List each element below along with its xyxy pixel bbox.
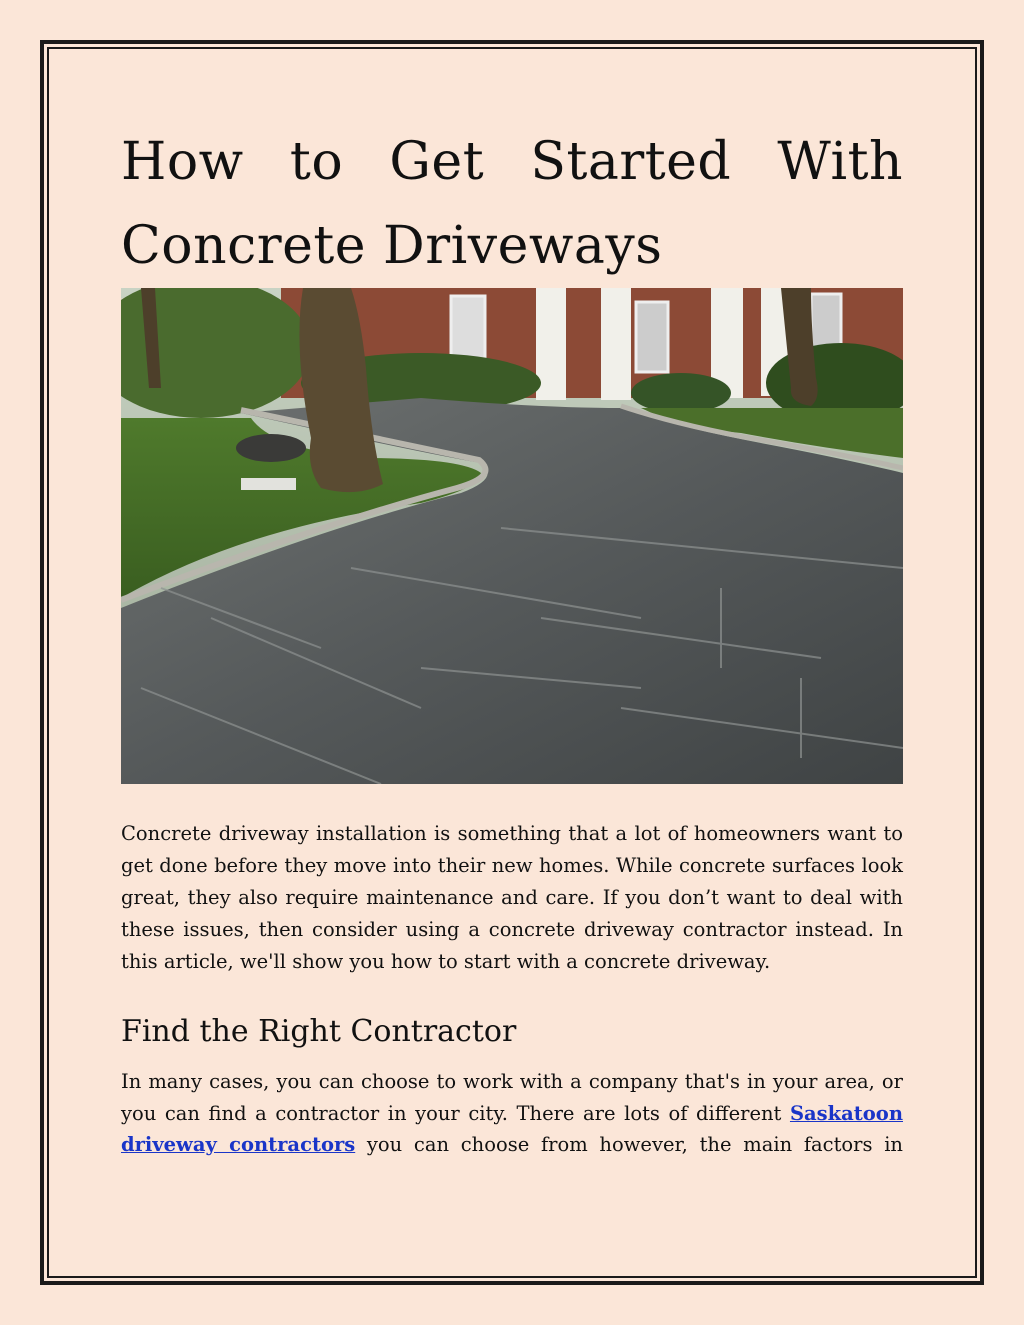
document-body xyxy=(121,120,903,1161)
document-title xyxy=(121,120,903,288)
intro-paragraph: Concrete driveway installation is something that a lot of homeowners want to get done before they move into their new homes. While concrete surfaces look great, they also require maintenance and care. If you don’t want to deal with these issues, then consider using a concrete driveway contractor instead. In this article, we'll show you how to start with a concrete driveway. xyxy=(121,822,903,973)
saskatoon-contractors-link[interactable]: Saskatoon driveway contractors xyxy=(121,1101,903,1156)
title-line-2: Concrete Driveways xyxy=(121,216,663,276)
section-text-after-link: you can choose from however, the main factors in xyxy=(355,1133,903,1156)
section-paragraph xyxy=(121,1066,903,1161)
section-text-before-link: In many cases, you can choose to work with a company that's in your area, or you can find a contractor in your city. There are lots of different xyxy=(121,1070,903,1125)
title-line-1: How to Get Started With xyxy=(121,132,903,192)
driveway-photo xyxy=(121,288,903,784)
section-heading: Find the Right Contractor xyxy=(121,1014,517,1049)
